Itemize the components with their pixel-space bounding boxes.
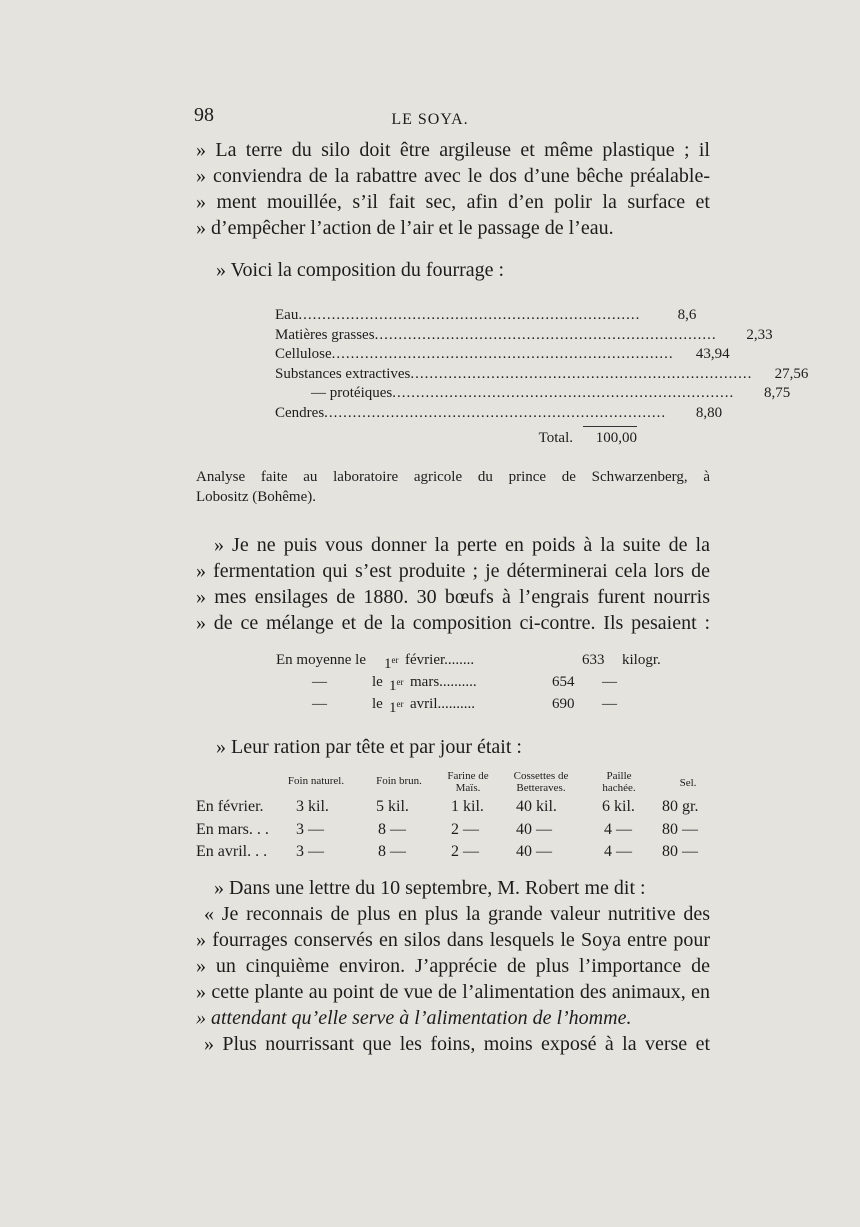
column-header: Paille hachée. [602, 770, 636, 794]
leader-dots: ........................................................................ [392, 385, 735, 401]
ration-cell: 80 gr. [662, 798, 699, 815]
weight-month [410, 693, 475, 715]
day-number: 1 [384, 656, 392, 672]
ration-cell: 3 — [296, 821, 324, 838]
ration-cell: 80 — [662, 821, 698, 838]
composition-label: Cellulose [275, 346, 332, 362]
text-line: « Je reconnais de plus en plus la grande valeur nutritive des [204, 903, 710, 925]
leader-dots: ........................................................................ [324, 404, 667, 421]
weight-month [410, 671, 477, 693]
text-line: Analyse faite au laboratoire agricole du prince de Schwarzenberg, à [196, 469, 710, 485]
ration-cell: 2 — [451, 843, 479, 860]
weight-prefix: — [312, 674, 327, 690]
text-line: » attendant qu’elle serve à l’alimentation de l’homme. [196, 1007, 632, 1029]
weight-value: 633 [582, 652, 605, 668]
weight-unit: — [602, 674, 617, 690]
text-line: » Plus nourrissant que les foins, moins exposé à la verse et [204, 1033, 710, 1055]
weight-le: le [372, 696, 383, 712]
column-header: Foin naturel. [287, 775, 345, 787]
text-line: » Je ne puis vous donner la perte en poids à la suite de la [214, 534, 710, 556]
leader-dots: .......... [439, 674, 477, 690]
spacer [275, 429, 539, 449]
running-title: LE SOYA. [391, 111, 469, 128]
composition-value: 8,75 [763, 385, 791, 401]
ration-cell: 3 kil. [296, 798, 329, 815]
composition-row [275, 345, 730, 365]
row-label: En mars. . . [196, 821, 269, 838]
month-name: avril [410, 696, 438, 712]
paragraph-ration-intro [216, 734, 730, 760]
weights-list [276, 649, 661, 716]
composition-value: 8,6 [677, 307, 697, 323]
weight-prefix: En moyenne le [276, 652, 366, 668]
column-header: Farine de Maïs. [447, 770, 489, 794]
day-number: 1 [389, 678, 397, 694]
composition-label: Matières grasses [275, 326, 375, 343]
leader-dots: ........................................................................ [410, 365, 753, 382]
composition-label: Substances extractives [275, 365, 411, 382]
composition-total-row [275, 429, 637, 449]
ration-cell: 40 — [516, 843, 552, 860]
composition-table [275, 306, 809, 449]
analysis-note [196, 467, 710, 507]
text-line: » Voici la composition du fourrage : [216, 259, 505, 281]
row-label: En février. [196, 798, 264, 815]
ration-cell: 2 — [451, 821, 479, 838]
ration-cell: 8 — [378, 843, 406, 860]
ration-cell: 40 — [516, 821, 552, 838]
ration-cell: 5 kil. [376, 798, 409, 815]
weight-value: 690 [552, 696, 575, 712]
ration-cell: 8 — [378, 821, 406, 838]
composition-row [275, 404, 723, 424]
weight-unit: — [602, 696, 617, 712]
weight-month [405, 649, 474, 671]
ration-cell: 40 kil. [516, 798, 557, 815]
text-line: » Dans une lettre du 10 septembre, M. Robert me dit : [214, 877, 646, 899]
leader-dots: .......... [437, 696, 475, 712]
text-line: » mes ensilages de 1880. 30 bœufs à l’engrais furent nourris [196, 586, 710, 608]
ration-cell: 4 — [604, 821, 632, 838]
composition-label: Eau [275, 307, 299, 323]
composition-label: — protéiques [311, 385, 393, 401]
month-name: mars [410, 674, 440, 690]
composition-value: 43,94 [695, 346, 730, 362]
text-line: » Leur ration par tête et par jour était : [216, 736, 522, 758]
composition-value: 8,80 [695, 404, 723, 421]
page-number: 98 [194, 104, 214, 126]
paragraph-robert-letter [196, 875, 710, 1057]
composition-row [275, 365, 809, 385]
day-suffix: er [396, 699, 404, 709]
ration-cell: 1 kil. [451, 798, 484, 815]
ration-cell: 6 kil. [602, 798, 635, 815]
paragraph-silo [196, 137, 710, 241]
leader-dots: ........................................................................ [374, 326, 717, 343]
day-suffix: er [396, 677, 404, 687]
text-line: » de ce mélange et de la composition ci-contre. Ils pesaient : [196, 612, 710, 634]
composition-value: 2,33 [746, 326, 773, 343]
weight-unit: kilogr. [622, 652, 661, 668]
month-name: février [405, 652, 445, 668]
text-line: » conviendra de la rabattre avec le dos d’une bêche préalable- [196, 165, 710, 187]
ration-cell: 3 — [296, 843, 324, 860]
weight-le: le [372, 674, 383, 690]
text-line: » cette plante au point de vue de l’alimentation des animaux, en [196, 981, 710, 1003]
leader-dots: ........ [444, 652, 475, 668]
total-value: 100,00 [595, 430, 637, 446]
weight-row [276, 649, 661, 672]
weight-row [276, 693, 636, 715]
leader-dots: ........................................................................ [331, 346, 674, 362]
text-line: » fermentation qui s’est produite ; je déterminerai cela lors de [196, 560, 710, 582]
text-line: Lobositz (Bohême). [196, 489, 316, 505]
composition-label: Cendres [275, 404, 325, 421]
weight-prefix: — [312, 696, 327, 712]
weight-day [389, 693, 404, 719]
paragraph-composition-intro [216, 257, 730, 283]
composition-value: 27,56 [774, 365, 809, 382]
text-line: » un cinquième environ. J’apprécie de plus l’importance de [196, 955, 710, 977]
column-header: Cossettes de Betteraves. [513, 770, 569, 794]
composition-row [275, 326, 773, 346]
day-suffix: er [391, 655, 399, 665]
column-header: Foin brun. [376, 775, 422, 787]
ration-cell: 4 — [604, 843, 632, 860]
text-line: » La terre du silo doit être argileuse et même plastique ; il [196, 139, 710, 161]
composition-row [275, 306, 697, 326]
text-line: » d’empêcher l’action de l’air et le passage de l’eau. [196, 217, 614, 239]
ration-cell: 80 — [662, 843, 698, 860]
weight-value: 654 [552, 674, 575, 690]
total-label: Total. [538, 430, 573, 446]
weight-row [276, 671, 636, 693]
paragraph-weights-intro [196, 532, 710, 636]
row-label: En avril. . . [196, 843, 268, 860]
leader-dots: ........................................................................ [298, 307, 641, 323]
day-number: 1 [389, 700, 397, 716]
column-header: Sel. [679, 777, 697, 789]
text-line: » ment mouillée, s’il fait sec, afin d’en polir la surface et [196, 191, 710, 213]
total-rule [583, 426, 637, 427]
text-line: » fourrages conservés en silos dans lesquels le Soya entre pour [196, 929, 710, 951]
ration-table [192, 766, 716, 866]
composition-row [275, 384, 791, 404]
